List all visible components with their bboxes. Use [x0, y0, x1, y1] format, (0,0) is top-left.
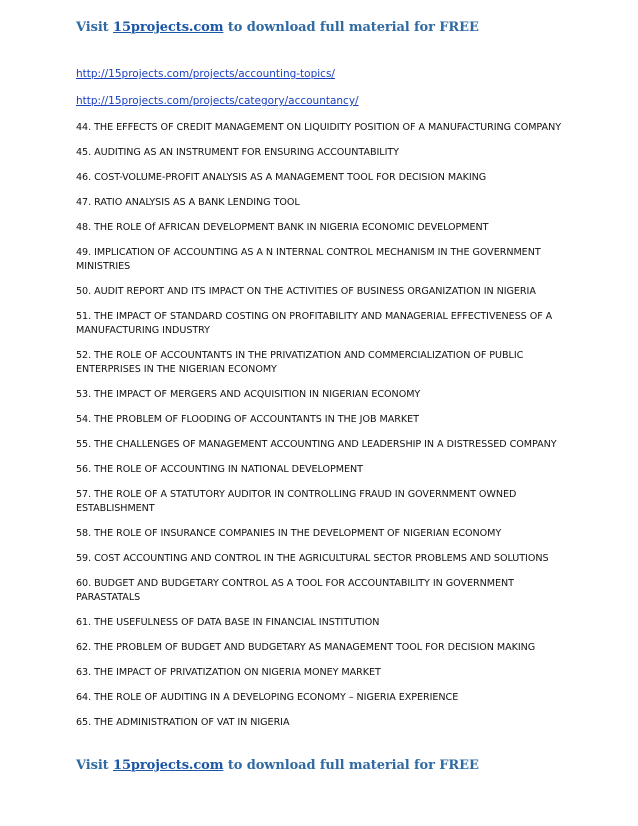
topic-item: 53. THE IMPACT OF MERGERS AND ACQUISITION IN NIGERIAN ECONOMY: [76, 389, 421, 400]
topic-item: 56. THE ROLE OF ACCOUNTING IN NATIONAL DEVELOPMENT: [76, 464, 363, 475]
topic-item: 48. THE ROLE Of AFRICAN DEVELOPMENT BANK IN NIGERIA ECONOMIC DEVELOPMENT: [76, 222, 489, 233]
topic-item: 52. THE ROLE OF ACCOUNTANTS IN THE PRIVATIZATION AND COMMERCIALIZATION OF PUBLIC ENTERPRISES IN THE NIGERIAN ECONOMY: [76, 350, 524, 375]
topic-item: 49. IMPLICATION OF ACCOUNTING AS A N INTERNAL CONTROL MECHANISM IN THE GOVERNMENT MINISTRIES: [76, 247, 541, 272]
header-banner: [76, 20, 479, 35]
footer-tail-text: to download full material for FREE: [227, 758, 479, 773]
header-visit-text: Visit: [76, 20, 109, 35]
topic-item: 51. THE IMPACT OF STANDARD COSTING ON PROFITABILITY AND MANAGERIAL EFFECTIVENESS OF A MANUFACTURING INDUSTRY: [76, 311, 553, 336]
topic-list: [76, 121, 576, 741]
topic-item: 64. THE ROLE OF AUDITING IN A DEVELOPING ECONOMY – NIGERIA EXPERIENCE: [76, 692, 459, 703]
topic-item: 44. THE EFFECTS OF CREDIT MANAGEMENT ON LIQUIDITY POSITION OF A MANUFACTURING COMPANY: [76, 122, 562, 133]
topic-item: 47. RATIO ANALYSIS AS A BANK LENDING TOOL: [76, 197, 300, 208]
topic-item: 65. THE ADMINISTRATION OF VAT IN NIGERIA: [76, 717, 290, 728]
accounting-topics-link[interactable]: http://15projects.com/projects/accounting-topics/: [76, 68, 335, 80]
topic-item: 62. THE PROBLEM OF BUDGET AND BUDGETARY AS MANAGEMENT TOOL FOR DECISION MAKING: [76, 642, 536, 653]
topic-item: 58. THE ROLE OF INSURANCE COMPANIES IN THE DEVELOPMENT OF NIGERIAN ECONOMY: [76, 528, 502, 539]
topic-item: 54. THE PROBLEM OF FLOODING OF ACCOUNTANTS IN THE JOB MARKET: [76, 414, 419, 425]
topic-item: 50. AUDIT REPORT AND ITS IMPACT ON THE ACTIVITIES OF BUSINESS ORGANIZATION IN NIGERIA: [76, 286, 536, 297]
footer-visit-text: Visit: [76, 758, 109, 773]
topic-item: 55. THE CHALLENGES OF MANAGEMENT ACCOUNTING AND LEADERSHIP IN A DISTRESSED COMPANY: [76, 439, 557, 450]
topic-item: 63. THE IMPACT OF PRIVATIZATION ON NIGERIA MONEY MARKET: [76, 667, 381, 678]
footer-banner: [76, 758, 479, 773]
footer-site-link[interactable]: 15projects.com: [113, 758, 224, 773]
topic-item: 57. THE ROLE OF A STATUTORY AUDITOR IN CONTROLLING FRAUD IN GOVERNMENT OWNED ESTABLISHMENT: [76, 489, 517, 514]
topic-item: 46. COST-VOLUME-PROFIT ANALYSIS AS A MANAGEMENT TOOL FOR DECISION MAKING: [76, 172, 487, 183]
topic-item: 61. THE USEFULNESS OF DATA BASE IN FINANCIAL INSTITUTION: [76, 617, 380, 628]
accountancy-category-link[interactable]: http://15projects.com/projects/category/accountancy/: [76, 95, 359, 107]
topic-item: 59. COST ACCOUNTING AND CONTROL IN THE AGRICULTURAL SECTOR PROBLEMS AND SOLUTIONS: [76, 553, 549, 564]
header-site-link[interactable]: 15projects.com: [113, 20, 224, 35]
header-tail-text: to download full material for FREE: [227, 20, 479, 35]
topic-item: 45. AUDITING AS AN INSTRUMENT FOR ENSURING ACCOUNTABILITY: [76, 147, 399, 158]
topic-item: 60. BUDGET AND BUDGETARY CONTROL AS A TOOL FOR ACCOUNTABILITY IN GOVERNMENT PARASTATALS: [76, 578, 514, 603]
